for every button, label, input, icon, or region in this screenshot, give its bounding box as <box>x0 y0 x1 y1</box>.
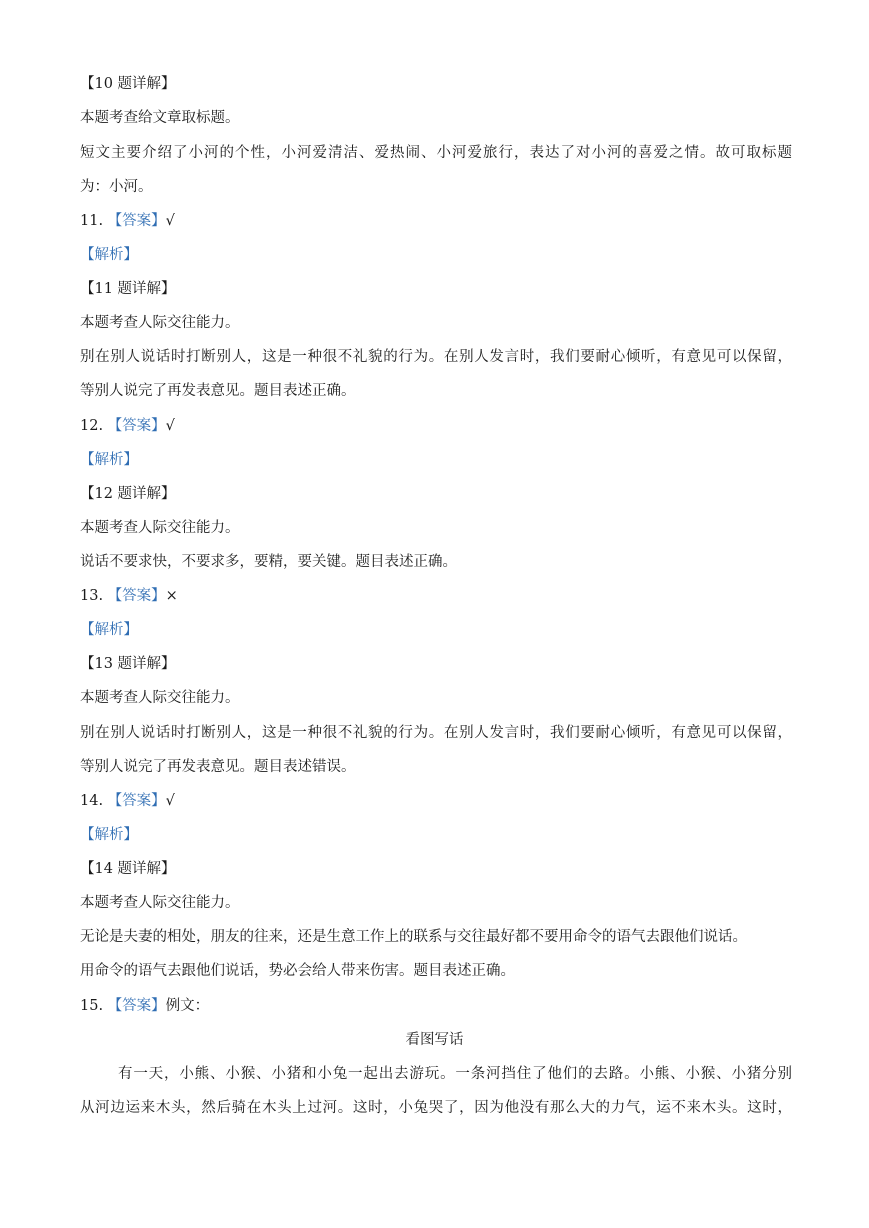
q14-explanation-line2: 用命令的语气去跟他们说话，势必会给人带来伤害。题目表述正确。 <box>80 963 515 979</box>
q11-answer-line <box>80 211 792 231</box>
q15-essay-title: 看图写话 <box>405 1032 464 1048</box>
q13-detail-header: 【13 题详解】 <box>80 656 176 672</box>
q14-answer-value: √ <box>165 793 175 809</box>
q15-answer-label: 【答案】 <box>107 998 166 1014</box>
q11-analysis-label: 【解析】 <box>80 247 138 263</box>
q10-explanation-line1: 短文主要介绍了小河的个性，小河爱清洁、爱热闹、小河爱旅行，表达了对小河的喜爱之情。故可取标题 <box>80 145 792 161</box>
q14-topic: 本题考查人际交往能力。 <box>80 895 240 911</box>
q12-number: 12. <box>80 418 104 434</box>
q11-detail-header: 【11 题详解】 <box>80 281 176 297</box>
q10-detail-header: 【10 题详解】 <box>80 76 176 92</box>
q11-topic: 本题考查人际交往能力。 <box>80 315 240 331</box>
q11-number: 11. <box>80 213 104 229</box>
q15-answer-line <box>80 996 792 1016</box>
q14-explanation-line1: 无论是夫妻的相处，朋友的往来，还是生意工作上的联系与交往最好都不要用命令的语气去跟他们说话。 <box>80 929 747 945</box>
q12-analysis-label: 【解析】 <box>80 452 138 468</box>
q12-detail-header: 【12 题详解】 <box>80 486 176 502</box>
q12-explanation-line1: 说话不要求快，不要求多，要精，要关键。题目表述正确。 <box>80 554 457 570</box>
q15-answer-value: 例文： <box>165 998 210 1014</box>
q14-analysis-label: 【解析】 <box>80 827 138 843</box>
q11-explanation-line1: 别在别人说话时打断别人，这是一种很不礼貌的行为。在别人发言时，我们要耐心倾听，有意见可以保留， <box>80 349 792 365</box>
q10-topic: 本题考查给文章取标题。 <box>80 110 240 126</box>
q14-detail-header: 【14 题详解】 <box>80 861 176 877</box>
q13-explanation-line2: 等别人说完了再发表意见。题目表述错误。 <box>80 759 356 775</box>
q13-number: 13. <box>80 588 104 604</box>
q12-answer-line <box>80 416 792 436</box>
q13-analysis-label: 【解析】 <box>80 622 138 638</box>
q15-essay-line2: 从河边运来木头，然后骑在木头上过河。这时，小兔哭了，因为他没有那么大的力气，运不来木头。这时， <box>80 1100 792 1116</box>
q15-number: 15. <box>80 998 104 1014</box>
q14-answer-label: 【答案】 <box>107 793 166 809</box>
q14-number: 14. <box>80 793 104 809</box>
q13-answer-label: 【答案】 <box>107 588 166 604</box>
q13-topic: 本题考查人际交往能力。 <box>80 690 240 706</box>
q13-explanation-line1: 别在别人说话时打断别人，这是一种很不礼貌的行为。在别人发言时，我们要耐心倾听，有意见可以保留， <box>80 725 792 741</box>
q11-explanation-line2: 等别人说完了再发表意见。题目表述正确。 <box>80 383 356 399</box>
q12-topic: 本题考查人际交往能力。 <box>80 520 240 536</box>
q11-answer-label: 【答案】 <box>107 213 166 229</box>
q13-answer-line <box>80 586 792 606</box>
q12-answer-value: √ <box>165 418 175 434</box>
q15-essay-line1: 有一天，小熊、小猴、小猪和小兔一起出去游玩。一条河挡住了他们的去路。小熊、小猴、小猪分别 <box>118 1066 792 1082</box>
q10-explanation-line2: 为：小河。 <box>80 179 153 195</box>
q11-answer-value: √ <box>165 213 175 229</box>
q13-answer-value: × <box>165 588 178 604</box>
q14-answer-line <box>80 791 792 811</box>
q12-answer-label: 【答案】 <box>107 418 166 434</box>
